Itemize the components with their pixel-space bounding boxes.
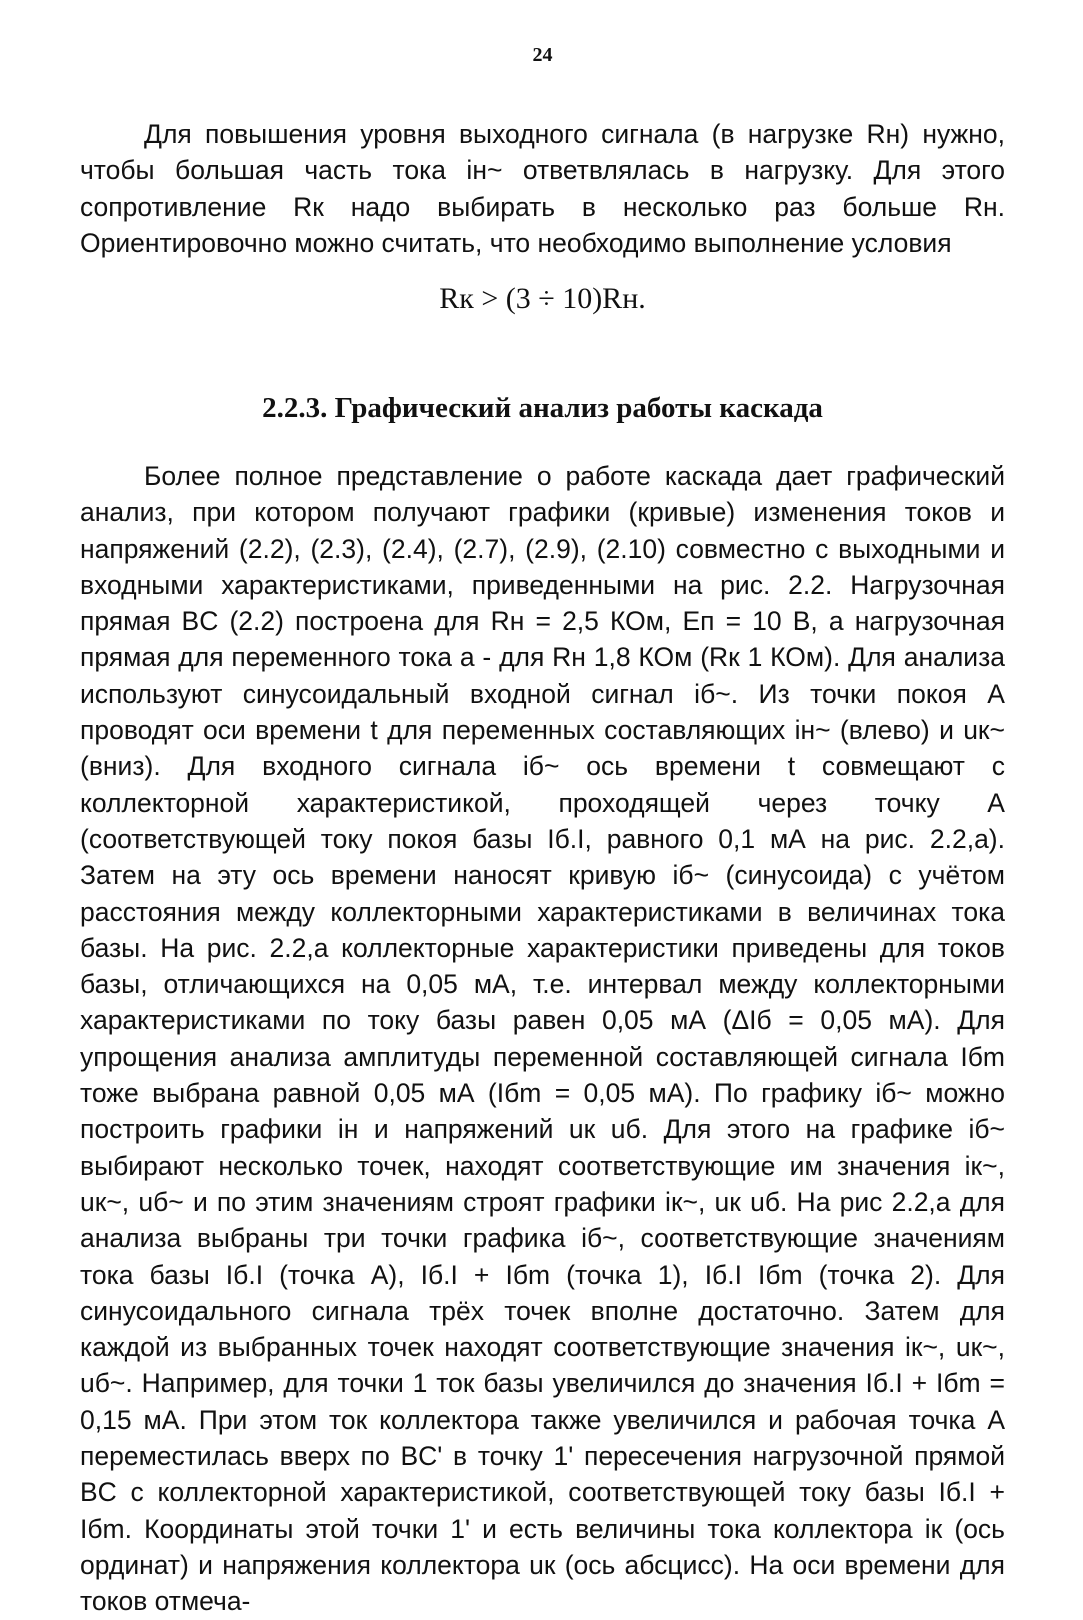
formula-resistance-condition: Rк > (3 ÷ 10)Rн.	[439, 282, 646, 315]
document-page	[80, 0, 1005, 1617]
paragraph-graphical-analysis: Более полное представление о работе каскада дает графический анализ, при котором получают графики (кривые) изменения токов и напряжений (2.2), (2.3), (2.4), (2.7), (2.9), (2.10) совместно с выходными и входными характеристиками, приведенными на рис. 2.2. Нагрузочная прямая BC (2.2) построена для Rн = 2,5 КОм, Eп = 10 В, а нагрузочная прямая для переменного тока a - для Rн 1,8 КОм (Rк 1 КОм). Для анализа используют синусоидальный входной сигнал iб~. Из точки покоя A проводят оси времени t для переменных составляющих iн~ (влево) и uк~ (вниз). Для входного сигнала iб~ ось времени t совмещают с коллекторной характеристикой, проходящей через точку A (соответствующей току покоя базы Iб.I, равного 0,1 мА на рис. 2.2,а). Затем на эту ось времени наносят кривую iб~ (синусоида) с учётом расстояния между коллекторными характеристиками в величинах тока базы. На рис. 2.2,а коллекторные характеристики приведены для токов базы, отличающихся на 0,05 мА, т.е. интервал между коллекторными характеристиками по току базы равен 0,05 мА (ΔIб = 0,05 мА). Для упрощения анализа амплитуды переменной составляющей сигнала Iбm тоже выбрана равной 0,05 мА (Iбm = 0,05 мА). По графику iб~ можно построить графики iн и напряжений uк uб. Для этого на графике iб~ выбирают несколько точек, находят соответствующие им значения iк~, uк~, uб~ и по этим значениям строят графики iк~, uк uб. На рис 2.2,а для анализа выбраны три точки графика iб~, соответствующие значениям тока базы Iб.I (точка A), Iб.I + Iбm (точка 1), Iб.I Iбm (точка 2). Для синусоидального сигнала трёх точек вполне достаточно. Затем для каждой из выбранных точек находят соответствующие значения iк~, uк~, uб~. Например, для точки 1 ток базы увеличился до значения Iб.I + Iбm = 0,15 мА. При этом ток коллектора также увеличился и рабочая точка A переместилась вверх по BC' в точку 1' пересечения нагрузочной прямой BC с коллекторной характеристикой, соответствующей току базы Iб.I + Iбm. Координаты этой точки 1' и есть величины тока коллектора iк (ось ординат) и напряжения коллектора uк (ось абсцисс). На оси времени для токов отмеча-	[80, 461, 1005, 1617]
page-number: 24	[532, 44, 553, 66]
section-heading: 2.2.3. Графический анализ работы каскада	[262, 392, 823, 424]
paragraph-load-resistance: Для повышения уровня выходного сигнала (в нагрузке Rн) нужно, чтобы большая часть тока iн~ ответвлялась в нагрузку. Для этого сопротивление Rк надо выбирать в несколько раз больше Rн. Ориентировочно можно считать, что необходимо выполнение условия	[80, 119, 1005, 258]
